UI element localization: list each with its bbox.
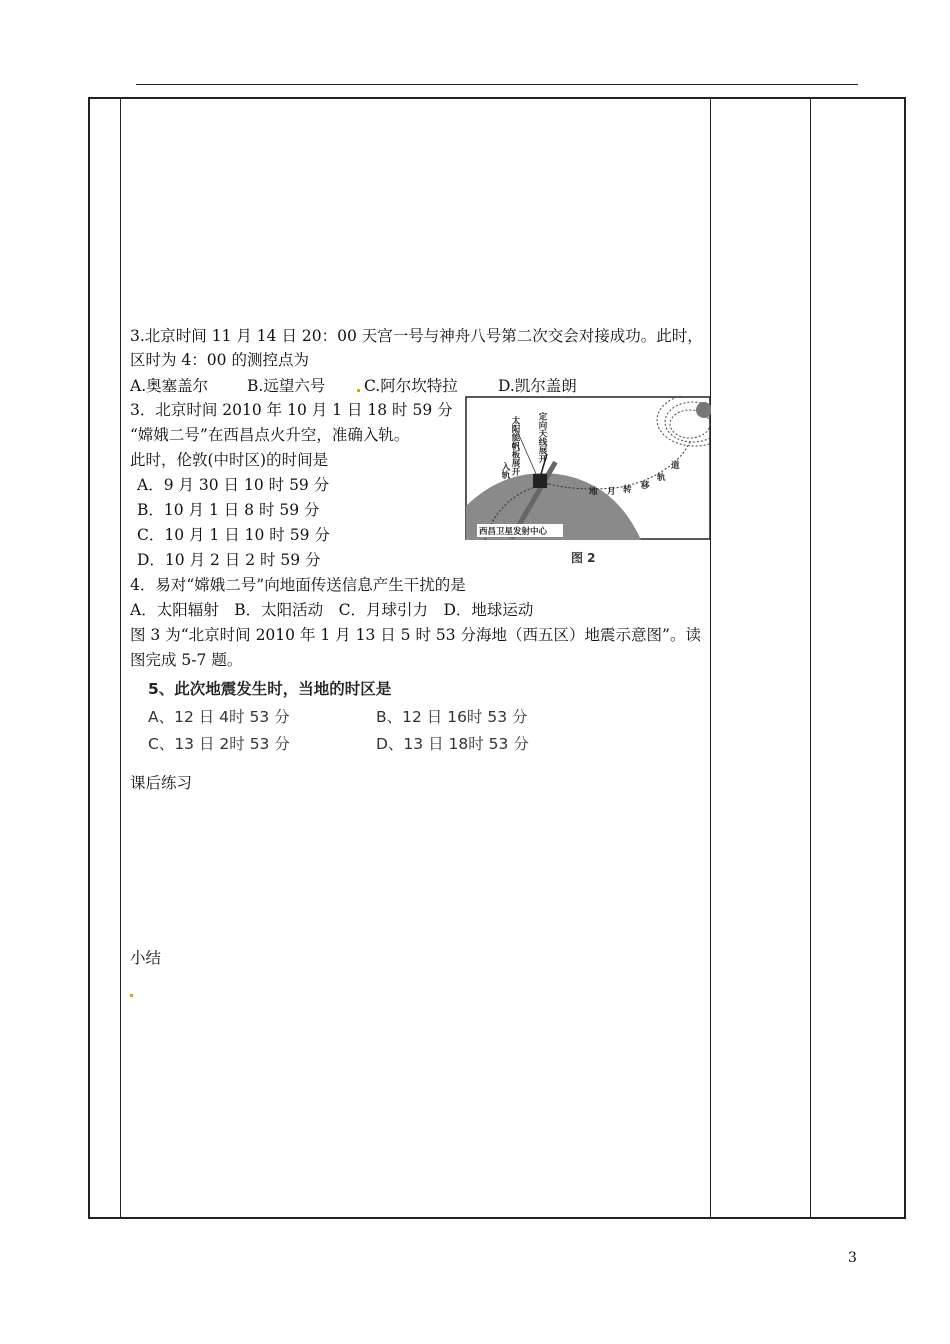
satellite-body	[533, 474, 547, 488]
page-number: 3	[848, 1250, 857, 1266]
question-4: 4．易对“嫦娥二号”向地面传送信息产生干扰的是	[130, 576, 466, 594]
table-column-divider	[710, 97, 711, 1219]
option-a: A.奥塞盖尔	[130, 377, 209, 395]
section-summary: 小结	[130, 949, 162, 967]
question-4-options: A．太阳辐射 B．太阳活动 C．月球引力 D．地球运动	[130, 601, 534, 619]
option-b: B．10 月 1 日 8 时 59 分	[137, 501, 320, 519]
label-transfer-char: 地	[589, 487, 598, 497]
figure3-intro-line2: 图完成 5-7 题。	[130, 651, 243, 669]
option-b: B.远望六号	[247, 377, 326, 395]
question-change-line1: 3．北京时间 2010 年 10 月 1 日 18 时 59 分	[130, 401, 453, 419]
option-d: D、13 日 18时 53 分	[376, 735, 529, 753]
change2-orbit-figure	[465, 396, 711, 540]
question-change-line3: 此时，伦敦(中时区)的时间是	[130, 451, 329, 469]
option-c: C.阿尔坎特拉	[364, 377, 458, 395]
option-b: B、12 日 16时 53 分	[376, 708, 528, 726]
question-beijing-line1: 3.北京时间 11 月 14 日 20：00 天宫一号与神舟八号第二次交会对接成功。此时，	[130, 327, 703, 345]
option-a: A、12 日 4时 53 分	[148, 708, 290, 726]
label-launch-center: 西昌卫星发射中心	[479, 527, 548, 537]
option-c: C．10 月 1 日 10 时 59 分	[137, 526, 330, 544]
figure3-intro-line1: 图 3 为“北京时间 2010 年 1 月 13 日 5 时 53 分海地（西五区）地震示意图”。读	[130, 626, 701, 644]
mark-dot	[357, 389, 360, 392]
label-antenna: 定向天线展开	[537, 412, 547, 463]
table-column-divider	[810, 97, 811, 1219]
question-5: 5、此次地震发生时，当地的时区是	[148, 680, 392, 698]
question-beijing-line2: 区时为 4：00 的测控点为	[130, 351, 309, 369]
figure-caption: 图 2	[571, 551, 596, 565]
section-practice: 课后练习	[130, 774, 193, 792]
label-solar: 太阳能帆板展开	[510, 416, 520, 476]
label-transfer-char: 轨	[657, 473, 666, 483]
label-transfer-char: 转	[623, 485, 632, 495]
label-transfer-char: 移	[641, 481, 650, 491]
option-a: A．9 月 30 日 10 时 59 分	[137, 476, 330, 494]
label-orbit-in: 入轨	[500, 462, 510, 479]
label-transfer-char: 道	[671, 461, 680, 471]
header-rule	[136, 84, 858, 85]
option-c: C、13 日 2时 53 分	[148, 735, 290, 753]
option-d: D.凯尔盖朗	[498, 377, 577, 395]
label-transfer-char: 月	[607, 487, 616, 497]
question-change-line2: “嫦娥二号”在西昌点火升空，准确入轨。	[130, 426, 410, 444]
table-column-divider	[120, 97, 121, 1219]
mark-dot	[130, 994, 133, 997]
option-d: D．10 月 2 日 2 时 59 分	[137, 551, 321, 569]
